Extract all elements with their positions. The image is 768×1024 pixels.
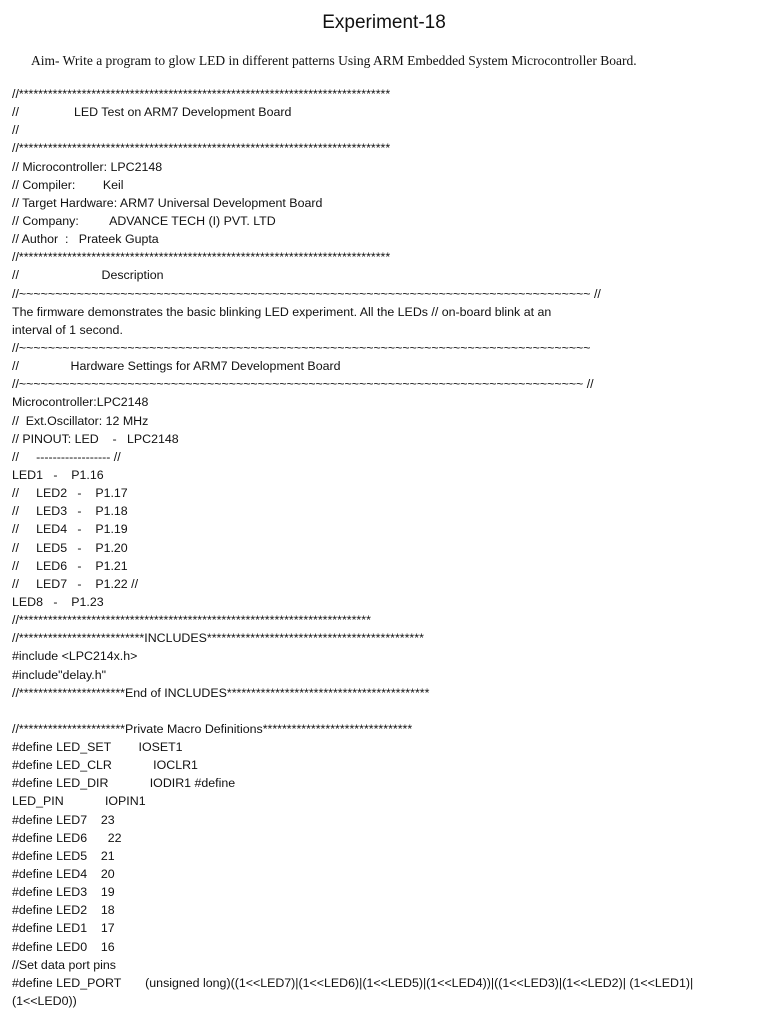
code-line: // bbox=[12, 123, 19, 138]
code-line: #define LED_PORT (unsigned long)((1<<LED7)|(1<<LED6)|(1<<LED5)|(1<<LED4))|((1<<LED3)|(1<<LED2)| (1<<LED1)| bbox=[12, 975, 694, 990]
code-line: //~~~~~~~~~~~~~~~~~~~~~~~~~~~~~~~~~~~~~~~~~~~~~~~~~~~~~~~~~~~~~~~~~~~~~~~~~~~~~~~ bbox=[12, 340, 591, 355]
code-line: //~~~~~~~~~~~~~~~~~~~~~~~~~~~~~~~~~~~~~~~~~~~~~~~~~~~~~~~~~~~~~~~~~~~~~~~~~~~~~~~ // bbox=[12, 286, 601, 301]
code-line: #define LED0 16 bbox=[12, 939, 115, 954]
code-line: // LED3 - P1.18 bbox=[12, 504, 128, 519]
code-line: LED8 - P1.23 bbox=[12, 594, 104, 609]
code-line: (1<<LED0)) bbox=[12, 994, 77, 1009]
code-line: // Ext.Oscillator: 12 MHz bbox=[12, 413, 149, 428]
code-line: #define LED1 17 bbox=[12, 921, 115, 936]
code-line: //***************************************************************************** bbox=[12, 141, 391, 156]
code-line: #define LED3 19 bbox=[12, 885, 115, 900]
code-line: //~~~~~~~~~~~~~~~~~~~~~~~~~~~~~~~~~~~~~~~~~~~~~~~~~~~~~~~~~~~~~~~~~~~~~~~~~~~~~~ // bbox=[12, 377, 594, 392]
code-line: #define LED_SET IOSET1 bbox=[12, 740, 183, 755]
code-line: //***************************************************************************** bbox=[12, 87, 391, 101]
code-line: //Set data port pins bbox=[12, 957, 117, 972]
page-title: Experiment-18 bbox=[322, 12, 446, 33]
code-line: Microcontroller:LPC2148 bbox=[12, 395, 149, 410]
aim-statement: Aim- Write a program to glow LED in different patterns Using ARM Embedded System Microcontroller Board. bbox=[31, 53, 637, 68]
code-line: // LED6 - P1.21 bbox=[12, 558, 128, 573]
code-line: LED1 - P1.16 bbox=[12, 467, 104, 482]
code-line: // Description bbox=[12, 268, 164, 283]
code-line: #define LED7 23 bbox=[12, 812, 115, 827]
code-line: //***************************************************************************** bbox=[12, 250, 391, 265]
code-line: // LED2 - P1.17 bbox=[12, 486, 128, 501]
code-line: // Company: ADVANCE TECH (I) PVT. LTD bbox=[12, 213, 276, 228]
code-line bbox=[12, 702, 760, 720]
code-line: // PINOUT: LED - LPC2148 bbox=[12, 431, 179, 446]
code-line: // LED4 - P1.19 bbox=[12, 522, 128, 537]
code-line: //**********************End of INCLUDES****************************************** bbox=[12, 685, 430, 700]
code-line: #define LED2 18 bbox=[12, 903, 115, 918]
code-line: #define LED4 20 bbox=[12, 867, 115, 882]
code-line: // Hardware Settings for ARM7 Development Board bbox=[12, 359, 341, 374]
code-block bbox=[12, 85, 760, 1010]
code-line: // LED7 - P1.22 // bbox=[12, 576, 139, 591]
code-line: // ------------------ // bbox=[12, 449, 121, 464]
code-line: // LED Test on ARM7 Development Board bbox=[12, 105, 292, 120]
code-line: // Compiler: Keil bbox=[12, 177, 124, 192]
code-line: #include <LPC214x.h> bbox=[12, 649, 138, 664]
code-line: interval of 1 second. bbox=[12, 322, 123, 337]
code-line: // Author : Prateek Gupta bbox=[12, 232, 159, 247]
code-line: // Microcontroller: LPC2148 bbox=[12, 159, 163, 174]
code-line: LED_PIN IOPIN1 bbox=[12, 794, 146, 809]
code-line: //**********************Private Macro Definitions******************************* bbox=[12, 721, 413, 736]
code-line: //************************************************************************* bbox=[12, 613, 371, 628]
code-line: //**************************INCLUDES********************************************* bbox=[12, 631, 424, 646]
code-line: The firmware demonstrates the basic blinking LED experiment. All the LEDs // on-board blink at an bbox=[12, 304, 552, 319]
code-line: #define LED6 22 bbox=[12, 830, 122, 845]
code-line: // Target Hardware: ARM7 Universal Development Board bbox=[12, 195, 323, 210]
code-line: #include"delay.h" bbox=[12, 667, 106, 682]
code-line: #define LED_DIR IODIR1 #define bbox=[12, 776, 236, 791]
code-line: #define LED5 21 bbox=[12, 848, 115, 863]
code-line: // LED5 - P1.20 bbox=[12, 540, 128, 555]
code-line: #define LED_CLR IOCLR1 bbox=[12, 758, 198, 773]
